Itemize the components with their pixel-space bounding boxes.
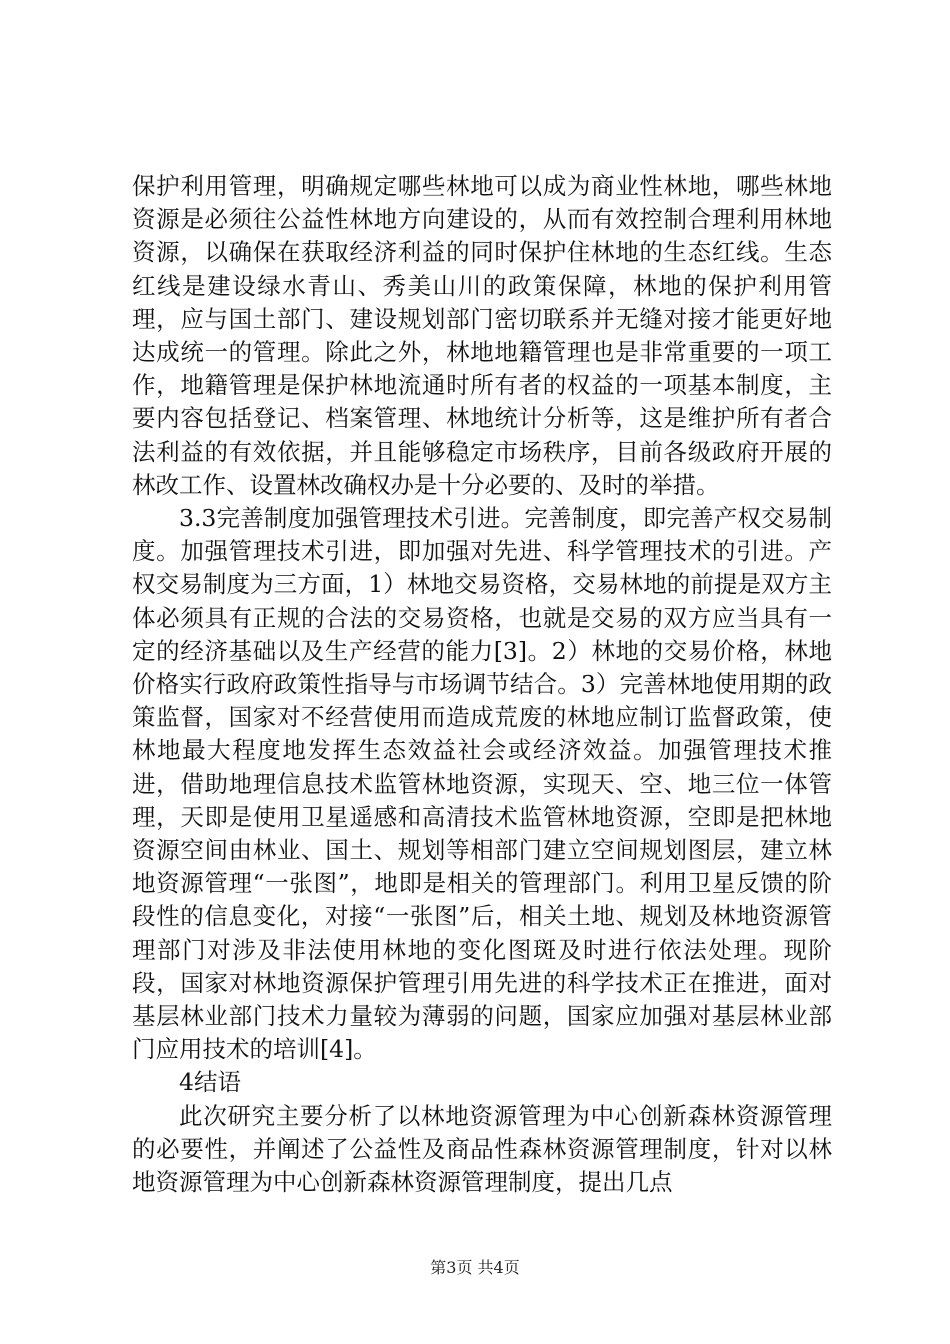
page-number-footer: 第3页 共4页 — [430, 1258, 520, 1277]
heading-conclusion: 4结语 — [179, 1068, 241, 1097]
body-text — [132, 170, 832, 1199]
paragraph-land-management: 保护利用管理，明确规定哪些林地可以成为商业性林地，哪些林地资源是必须往公益性林地方向建设的，从而有效控制合理利用林地资源，以确保在获取经济利益的同时保护住林地的生态红线。生态红线是建设绿水青山、秀美山川的政策保障，林地的保护利用管理，应与国土部门、建设规划部门密切联系并无缝对接才能更好地达成统一的管理。除此之外，林地地籍管理也是非常重要的一项工作，地籍管理是保护林地流通时所有者的权益的一项基本制度，主要内容包括登记、档案管理、林地统计分析等，这是维护所有者合法利益的有效依据，并且能够稳定市场秩序，目前各级政府开展的林改工作、设置林改确权办是十分必要的、及时的举措。 — [132, 172, 832, 499]
paragraph-conclusion: 此次研究主要分析了以林地资源管理为中心创新森林资源管理的必要性，并阐述了公益性及商品性森林资源管理制度，针对以林地资源管理为中心创新森林资源管理制度，提出几点 — [132, 1101, 832, 1197]
paragraph-section-3-3: 3.3完善制度加强管理技术引进。完善制度，即完善产权交易制度。加强管理技术引进，即加强对先进、科学管理技术的引进。产权交易制度为三方面，1）林地交易资格，交易林地的前提是双方主体必须具有正规的合法的交易资格，也就是交易的双方应当具有一定的经济基础以及生产经营的能力[3]。2）林地的交易价格，林地价格实行政府政策性指导与市场调节结合。3）完善林地使用期的政策监督，国家对不经营使用而造成荒废的林地应制订监督政策，使林地最大程度地发挥生态效益社会或经济效益。加强管理技术推进，借助地理信息技术监管林地资源，实现天、空、地三位一体管理，天即是使用卫星遥感和高清技术监管林地资源，空即是把林地资源空间由林业、国土、规划等相部门建立空间规划图层，建立林地资源管理“一张图”，地即是相关的管理部门。利用卫星反馈的阶段性的信息变化，对接“一张图”后，相关土地、规划及林地资源管理部门对涉及非法使用林地的变化图斑及时进行依法处理。现阶段，国家对林地资源保护管理引用先进的科学技术正在推进，面对基层林业部门技术力量较为薄弱的问题，国家应加强对基层林业部门应用技术的培训[4]。 — [132, 504, 832, 1064]
